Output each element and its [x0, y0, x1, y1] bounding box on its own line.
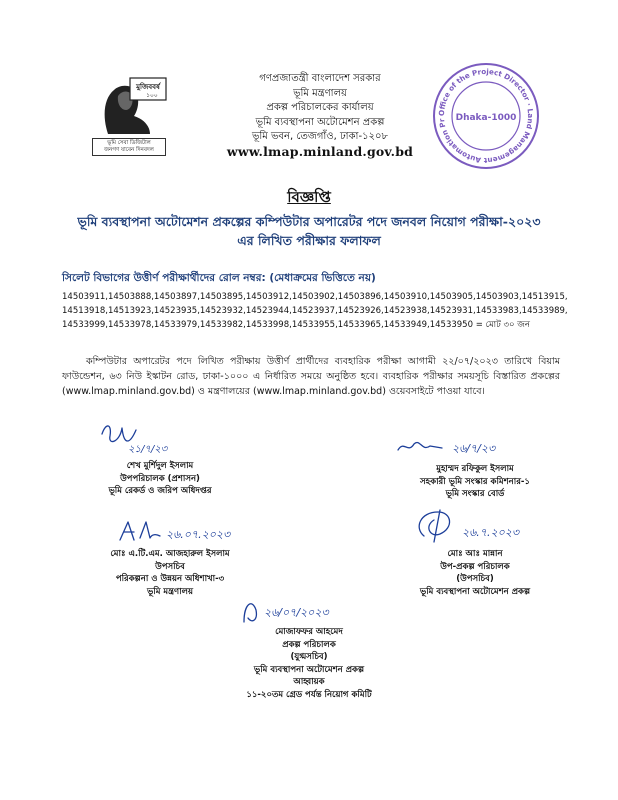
svg-text:২১/৭/২৩: ২১/৭/২৩ [128, 444, 168, 455]
header-line: প্রকল্প পরিচালকের কার্যালয় [266, 102, 374, 113]
signatory-1: শেখ মুর্শিদুল ইসলাম উপপরিচালক (প্রশাসন) ভূমি রেকর্ড ও জরিপ অধিদপ্তর [108, 461, 212, 496]
signatory-5: মোজাফফর আহমেদ প্রকল্প পরিচালক (যুগ্মসচিব) ভূমি ব্যবস্থাপনা অটোমেশন প্রকল্প আহ্বায়ক ১১-২০তম গ্রেড পর্যন্ত নিয়োগ কমিটি [246, 627, 372, 700]
letterhead [200, 72, 440, 159]
svg-text:২৬.৭.২০২৩: ২৬.৭.২০২৩ [462, 526, 520, 539]
office-seal [430, 60, 542, 172]
roll-number-list [62, 290, 568, 333]
header-line: গণপ্রজাতন্ত্রী বাংলাদেশ সরকার [259, 73, 381, 84]
svg-text:২৬/৭/২৩: ২৬/৭/২৩ [452, 442, 496, 455]
signature-4-handwriting [410, 506, 550, 548]
header-line: ভূমি ব্যবস্থাপনা অটোমেশন প্রকল্প [255, 116, 385, 128]
seal-ring-text: Office of the Project Director · Land Management Automation Pr [436, 66, 536, 166]
notice-body: কম্পিউটার অপারেটর পদে লিখিত পরীক্ষায় উত্তীর্ণ প্রার্থীদের ব্যবহারিক পরীক্ষা আগামী ২২/০৭/২০২৩ তারিখে বিয়াম ফাউন্ডেশন, ৬৩ নিউ ইস্কাটন রোড, ঢাকা-১০০০ এ নির্ধারিত সময়ে অনুষ্ঠিত হবে। ব্যবহারিক পরীক্ষার সময়সূচি বিস্তারিত প্রকল্পের (www.lmap.minland.gov.bd) ও মন্ত্রণালয়ের (www.lmap.minland.gov.bd) ওয়েবসাইটে পাওয়া যাবে। [62, 356, 560, 397]
signature-1-handwriting [92, 416, 202, 456]
signatory-2: মুহাম্মদ রফিকুল ইসলাম সহকারী ভূমি সংস্কার কমিশনার-১ ভূমি সংস্কার বোর্ড [420, 464, 530, 499]
signatory-3: মোঃ এ.টি.এম. আজহারুল ইসলাম উপসচিব পরিকল্পনা ও উন্নয়ন অধিশাখা-৩ ভূমি মন্ত্রণালয় [110, 549, 230, 597]
signature-5-handwriting [238, 594, 368, 628]
roll-heading: সিলেট বিভাগের উত্তীর্ণ পরীক্ষার্থীদের রোল নম্বর: (মেধাক্রমের ভিত্তিতে নয়) [62, 272, 376, 284]
notice-subject: ভূমি ব্যবস্থাপনা অটোমেশন প্রকল্পের কম্পিউটার অপারেটর পদে জনবল নিয়োগ পরীক্ষা-২০২৩ এর লিখিত পরীক্ষার ফলাফল [77, 214, 541, 248]
signature-3-handwriting [112, 516, 272, 546]
notice-title: বিজ্ঞপ্তি [287, 188, 331, 206]
header-line: ভূমি মন্ত্রণালয় [293, 87, 347, 99]
signatory-4: মোঃ আঃ মান্নান উপ-প্রকল্প পরিচালক (উপসচিব) ভূমি ব্যবস্থাপনা অটোমেশন প্রকল্প [419, 549, 531, 597]
header-line: ভূমি ভবন, তেজগাঁও, ঢাকা-১২০৮ [251, 131, 389, 142]
svg-text:২৬.০৭.২০২৩: ২৬.০৭.২০২৩ [166, 528, 231, 541]
roll-line: 14533999,14533978,14533979,14533982,14533998,14533955,14533965,14533949,14533950 = মোট ৩০ জন [62, 320, 530, 331]
signature-2-handwriting [392, 430, 532, 462]
website-url: www.lmap.minland.gov.bd [226, 143, 414, 159]
logo-label: মুজিববর্ষ [136, 83, 160, 91]
logo-caption: ভূমি সেবা ডিজিটাল জনগণ যাবেন দিনবদল [92, 138, 166, 156]
svg-text:১০০: ১০০ [146, 92, 158, 99]
roll-line: 14513918,14513923,14523935,14523932,14523944,14523937,14523926,14523938,14523931,14533983,14533989, [62, 306, 568, 317]
roll-line: 14503911,14503888,14503897,14503895,14503912,14503902,14503896,14503910,14503905,14503903,14513915, [62, 292, 568, 302]
seal-center-text: Dhaka-1000 [455, 113, 517, 123]
svg-text:২৬/০৭/২০২৩: ২৬/০৭/২০২৩ [264, 606, 329, 619]
